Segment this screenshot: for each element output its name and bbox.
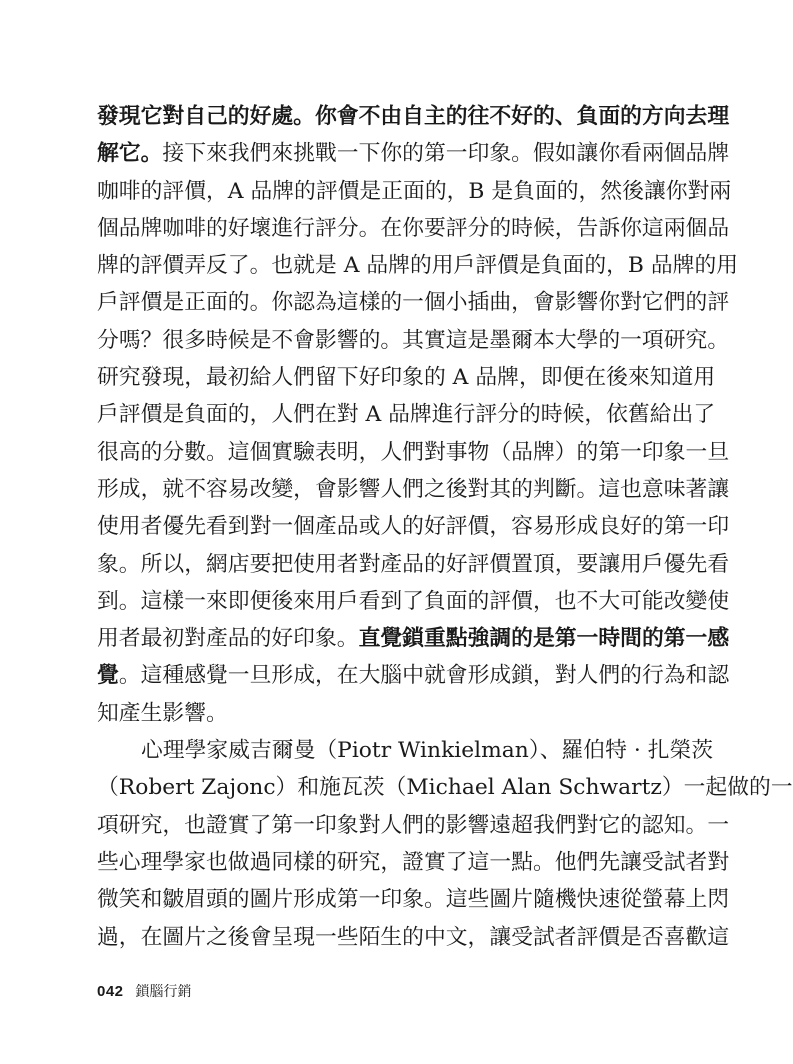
text-segment: 用者最初對產品的好印象。 [97,626,359,652]
text-segment: 很高的分數。這個實驗表明，人們對事物（品牌）的第一印象一旦 [97,439,730,465]
text-segment: 象。所以，網店要把使用者對產品的好評價置頂，要讓用戶優先看 [97,551,730,577]
paragraph [97,732,793,956]
text-line [97,98,730,135]
bold-text-segment: 覺 [97,663,119,689]
text-segment: 分嗎？很多時候是不會影響的。其實這是墨爾本大學的一項研究。 [97,327,730,353]
text-line [97,434,730,471]
text-segment: 到。這樣一來即便後來用戶看到了負面的評價，也不大可能改變使 [97,588,730,614]
text-segment: 咖啡的評價，A 品牌的評價是正面的，B 是負面的，然後讓你對兩 [97,178,732,204]
text-line [97,732,714,769]
text-line [97,322,730,359]
text-segment: 個品牌咖啡的好壞進行評分。在你要評分的時候，告訴你這兩個品 [97,215,730,241]
text-line [97,471,730,508]
text-line [97,359,716,396]
text-line [97,657,730,694]
text-line [97,546,730,583]
text-line [97,695,643,732]
text-line [97,844,730,881]
text-line [97,247,739,284]
text-segment: 研究發現，最初給人們留下好印象的 A 品牌，即便在後來知道用 [97,365,716,391]
running-title: 鎖腦行銷 [135,984,192,1000]
bold-text-segment: 直覺鎖重點強調的是第一時間的第一感 [358,626,730,652]
text-segment: 戶評價是正面的。你認為這樣的一個小插曲，會影響你對它們的評 [97,290,730,316]
bold-text-segment: 解它。 [97,141,163,167]
text-segment: 微笑和皺眉頭的圖片形成第一印象。這些圖片隨機快速從螢幕上閃 [97,887,730,913]
text-segment: 些心理學家也做過同樣的研究，證實了這一點。他們先讓受試者對 [97,849,730,875]
page-footer [97,982,192,1002]
text-segment: 戶評價是負面的，人們在對 A 品牌進行評分的時候，依舊給出了 [97,402,716,428]
text-segment: 牌的評價弄反了。也就是 A 品牌的用戶評價是負面的，B 品牌的用 [97,253,739,279]
text-line [97,396,716,433]
text-segment: 項研究，也證實了第一印象對人們的影響遠超我們對它的認知。一 [97,812,730,838]
text-segment: 形成，就不容易改變，會影響人們之後對其的判斷。這也意味著讓 [97,476,730,502]
text-line [97,173,732,210]
bold-text-segment: 發現它對自己的好處。你會不由自主的往不好的、負面的方向去理 [97,104,730,129]
text-segment: 心理學家威吉爾曼（Piotr Winkielman）、羅伯特 · 扎榮茨 [141,738,714,764]
text-segment: 。這種感覺一旦形成，在大腦中就會形成鎖，對人們的行為和認 [118,663,730,689]
page-number: 042 [97,983,124,1000]
text-line [97,807,730,844]
text-line [97,284,730,321]
text-line [97,881,730,918]
text-segment: 使用者優先看到對一個產品或人的好評價，容易形成良好的第一印 [97,514,730,540]
text-line [97,769,793,806]
text-segment: 過，在圖片之後會呈現一些陌生的中文，讓受試者評價是否喜歡這 [97,924,730,950]
text-line [97,135,730,172]
paragraph [97,98,739,732]
text-line [97,583,730,620]
text-segment: 接下來我們來挑戰一下你的第一印象。假如讓你看兩個品牌 [162,141,730,167]
text-line [97,210,730,247]
text-segment: 知產生影響。 [97,700,228,726]
text-line [97,919,730,956]
body-text [97,98,793,956]
text-line [97,508,730,545]
text-line [97,620,730,657]
text-segment: （Robert Zajonc）和施瓦茨（Michael Alan Schwartz）一起做的一 [97,775,793,801]
